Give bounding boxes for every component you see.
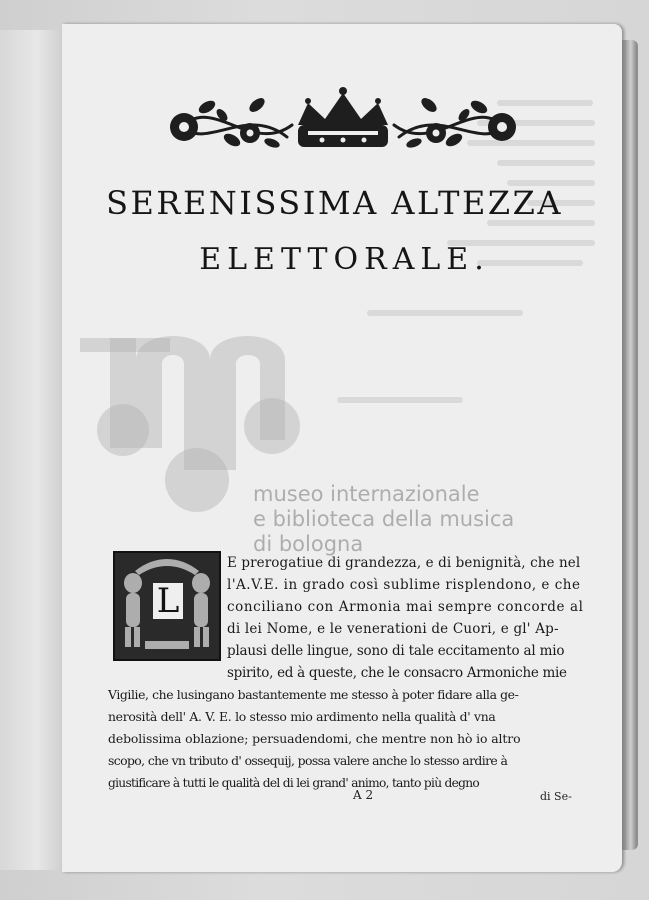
body-line-5: plausi delle lingue, sono di tale eccitamento al mio <box>227 643 565 659</box>
body-line-11: giustificare à tutti le qualità del di lei grand' animo, tanto più degno <box>108 776 480 790</box>
body-line-9: debolissima oblazione; persuadendomi, che mentre non hò io altro <box>108 731 521 746</box>
body-line-6: spirito, ed à queste, che le consacro Armoniche mie <box>227 665 567 681</box>
body-line-7: Vigilie, che lusingano bastantemente me stesso à poter fidare alla ge- <box>108 687 519 702</box>
body-line-1: E prerogatiue di grandezza, e di benignità, che nel <box>227 555 581 571</box>
initial-letter: L <box>153 583 183 619</box>
page-stack-edge <box>620 40 638 850</box>
body-line-8: nerosità dell' A. V. E. lo stesso mio ardimento nella qualità d' vna <box>108 709 496 724</box>
body-line-10: scopo, che vn tributo d' ossequij, possa valere anche lo stesso ardire à <box>108 753 508 768</box>
catchword: di Se- <box>540 790 572 803</box>
watermark-text-line2: e biblioteca della musica <box>253 507 515 531</box>
crown-headpiece-ornament <box>162 85 524 161</box>
dedication-title-line2: ELETTORALE. <box>199 242 490 277</box>
decorated-initial <box>113 551 221 661</box>
body-line-2: l'A.V.E. in grado così sublime risplendono, e che <box>227 577 581 593</box>
watermark-text-line1: museo internazionale <box>253 482 480 506</box>
watermark-text-line3: di bologna <box>253 532 364 556</box>
body-line-4: di lei Nome, e le venerationi de Cuori, e gl' Ap- <box>227 621 559 637</box>
dedication-title-line1: SERENISSIMA ALTEZZA <box>106 184 563 222</box>
body-line-3: conciliano con Armonia mai sempre concorde al <box>227 599 584 615</box>
signature-mark: A 2 <box>353 788 374 802</box>
facing-page-edge <box>0 30 63 870</box>
